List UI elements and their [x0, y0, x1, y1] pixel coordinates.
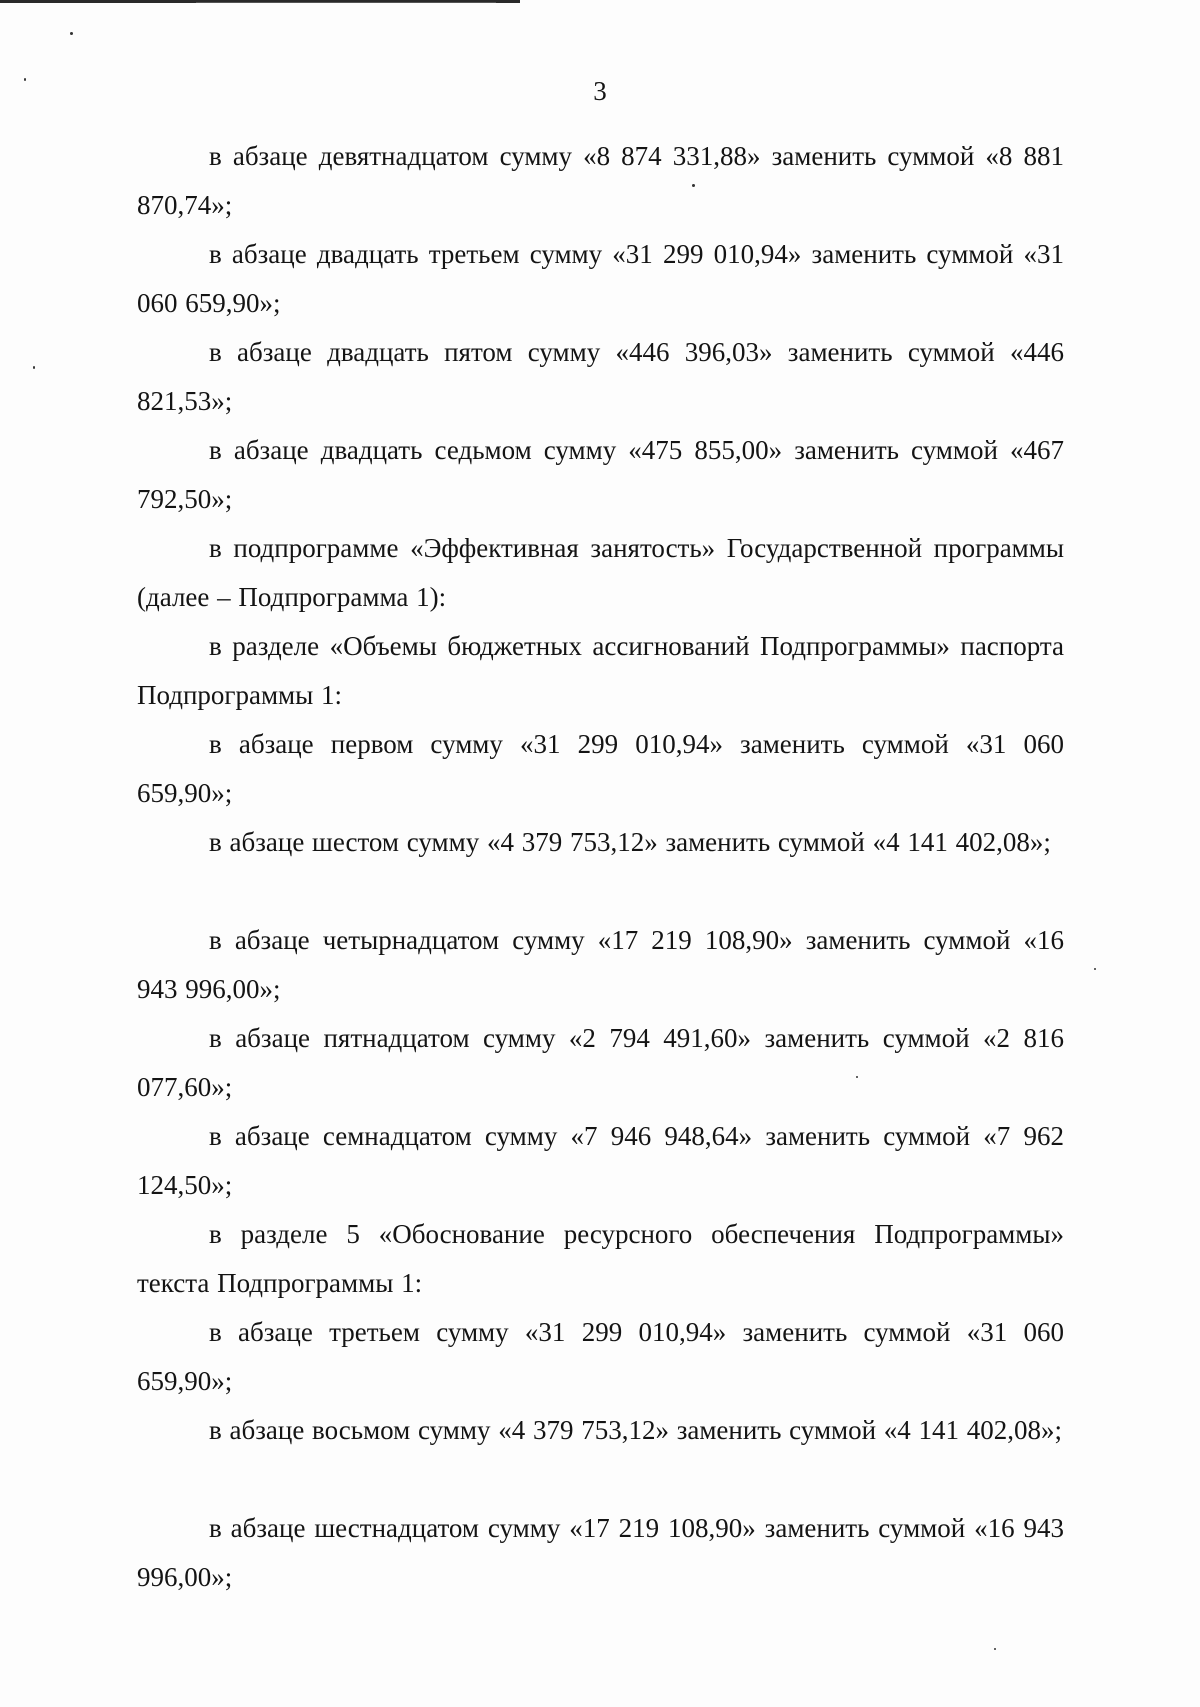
scan-speck: [70, 32, 73, 35]
paragraph: в абзаце первом сумму «31 299 010,94» заменить суммой «31 060 659,90»;: [137, 729, 1064, 808]
paragraph: в разделе «Объемы бюджетных ассигнований Подпрограммы» паспорта Подпрограммы 1:: [137, 631, 1064, 710]
paragraph: в абзаце третьем сумму «31 299 010,94» заменить суммой «31 060 659,90»;: [137, 1317, 1064, 1396]
paragraph: в абзаце шестнадцатом сумму «17 219 108,90» заменить суммой «16 943 996,00»;: [137, 1513, 1064, 1592]
paragraph: в разделе 5 «Обоснование ресурсного обеспечения Подпрограммы» текста Подпрограммы 1:: [137, 1219, 1064, 1298]
scan-speck: [1094, 968, 1096, 970]
scan-speck: [994, 1648, 996, 1650]
paragraph: в абзаце шестом сумму «4 379 753,12» заменить суммой «4 141 402,08»;: [209, 827, 1051, 857]
paragraph: в абзаце двадцать третьем сумму «31 299 010,94» заменить суммой «31 060 659,90»;: [137, 239, 1064, 318]
top-scan-rule-secondary: [196, 2, 496, 3]
paragraph: в абзаце семнадцатом сумму «7 946 948,64» заменить суммой «7 962 124,50»;: [137, 1121, 1064, 1200]
scan-speck: [33, 366, 35, 369]
paragraph: в абзаце двадцать седьмом сумму «475 855,00» заменить суммой «467 792,50»;: [137, 435, 1064, 514]
paragraph: в абзаце восьмом сумму «4 379 753,12» заменить суммой «4 141 402,08»;: [209, 1415, 1063, 1445]
page-number: 3: [593, 76, 607, 106]
document-body: [137, 132, 1064, 1602]
paragraph: в подпрограмме «Эффективная занятость» Государственной программы (далее – Подпрограмма 1):: [137, 533, 1064, 612]
paragraph: в абзаце девятнадцатом сумму «8 874 331,88» заменить суммой «8 881 870,74»;: [137, 141, 1064, 220]
paragraph: в абзаце четырнадцатом сумму «17 219 108,90» заменить суммой «16 943 996,00»;: [137, 925, 1064, 1004]
paragraph: в абзаце пятнадцатом сумму «2 794 491,60» заменить суммой «2 816 077,60»;: [137, 1023, 1064, 1102]
paragraph: в абзаце двадцать пятом сумму «446 396,03» заменить суммой «446 821,53»;: [137, 337, 1064, 416]
